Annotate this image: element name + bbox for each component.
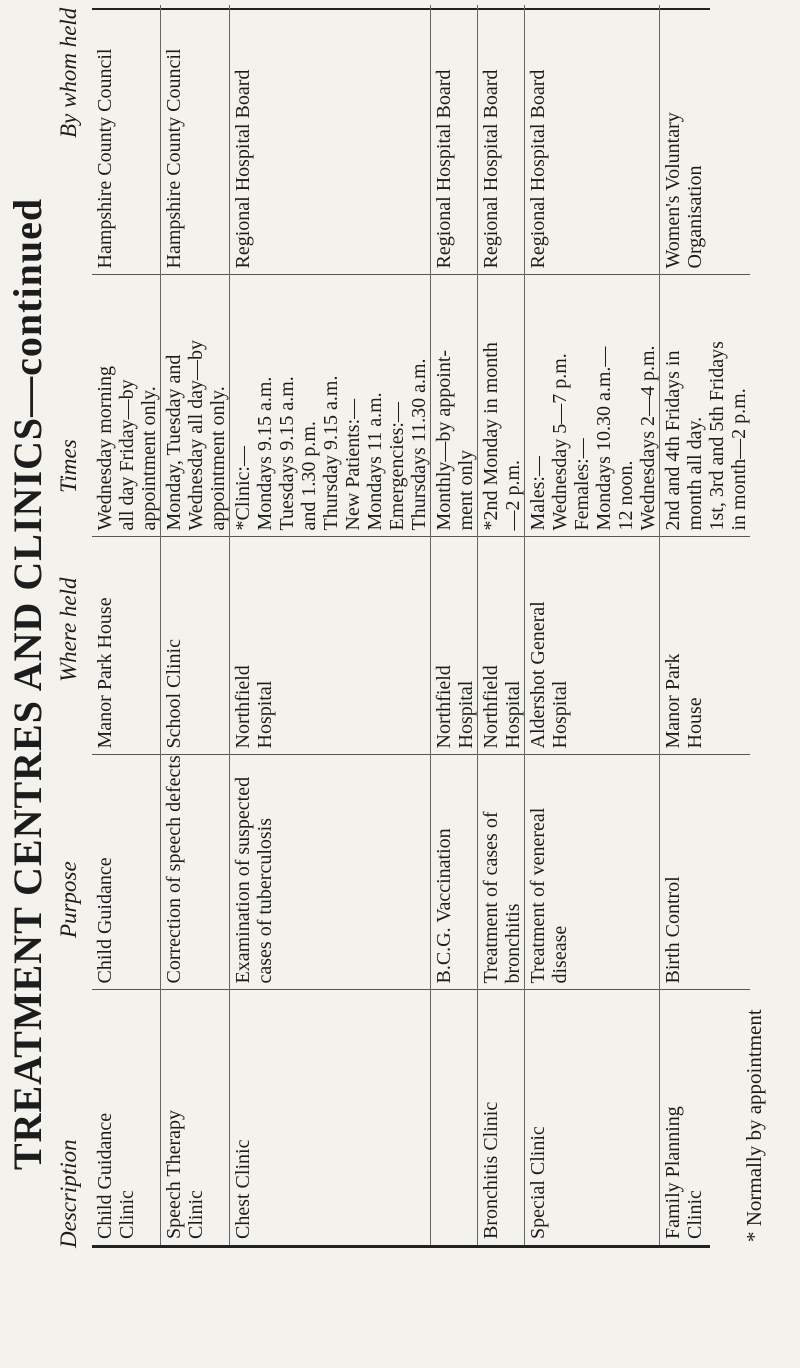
cell-line: Child Guidance bbox=[94, 1112, 116, 1239]
cell-line: Examination of suspected bbox=[232, 776, 254, 984]
cell-line: Child Guidance bbox=[94, 857, 116, 984]
cell-line: Speech Therapy bbox=[163, 1109, 185, 1239]
table-row bbox=[230, 5, 431, 1245]
table-row bbox=[478, 5, 525, 1245]
cell-line: Mondays 10.30 a.m.— bbox=[593, 346, 615, 531]
cell-line: School Clinic bbox=[163, 639, 185, 749]
cell-line: Clinic bbox=[684, 1190, 706, 1239]
cell-line: Hospital bbox=[549, 680, 571, 749]
cell-where bbox=[478, 537, 525, 755]
cell-line: Hospital bbox=[455, 680, 477, 749]
cell-line: Family Planning bbox=[662, 1106, 684, 1239]
table-row bbox=[525, 5, 660, 1245]
page-title: TREATMENT CENTRES AND CLINICS—continued bbox=[5, 197, 50, 1171]
header-times: Times bbox=[56, 439, 81, 493]
cell-line: Males:— bbox=[527, 456, 549, 531]
cell-line: New Patients:— bbox=[342, 398, 364, 531]
cell-line: Northfield bbox=[433, 665, 455, 749]
cell-line: Clinic bbox=[116, 1190, 138, 1239]
cell-where bbox=[431, 537, 478, 755]
cell-line: B.C.G. Vaccination bbox=[433, 828, 455, 984]
cell-line: ment only bbox=[455, 449, 477, 531]
cell-description bbox=[525, 990, 660, 1245]
cell-line: Monday, Tuesday and bbox=[163, 354, 185, 531]
cell-description bbox=[431, 990, 478, 1245]
cell-description bbox=[660, 990, 751, 1245]
cell-times bbox=[230, 275, 431, 537]
cell-line: *2nd Monday in month bbox=[480, 342, 502, 531]
cell-line: Mondays 11 a.m. bbox=[364, 392, 386, 531]
cell-times bbox=[478, 275, 525, 537]
cell-line: Tuesdays 9.15 a.m. bbox=[276, 376, 298, 531]
cell-line: Hospital bbox=[502, 680, 524, 749]
cell-line: 1st, 3rd and 5th Fridays bbox=[706, 341, 728, 531]
cell-times bbox=[525, 275, 660, 537]
cell-by-whom bbox=[660, 5, 751, 275]
cell-line: Regional Hospital Board bbox=[232, 69, 254, 269]
cell-by-whom bbox=[525, 5, 660, 275]
cell-line: Wednesdays 2—4 p.m. bbox=[637, 345, 659, 531]
cell-line: Hampshire County Council bbox=[163, 48, 185, 269]
cell-line: bronchitis bbox=[502, 903, 524, 984]
table-row bbox=[431, 5, 478, 1245]
cell-line: month all day. bbox=[684, 416, 706, 531]
cell-line: appointment only. bbox=[207, 386, 229, 531]
cell-line: Thursday 9.15 a.m. bbox=[320, 375, 342, 531]
cell-line: Correction of speech defects bbox=[163, 755, 185, 984]
header-purpose: Purpose bbox=[56, 861, 81, 938]
cell-line: cases of tuberculosis bbox=[254, 817, 276, 984]
table-row bbox=[660, 5, 751, 1245]
cell-line: Aldershot General bbox=[527, 601, 549, 749]
cell-line: Hampshire County Council bbox=[94, 48, 116, 269]
cell-where bbox=[92, 537, 161, 755]
cell-line: Regional Hospital Board bbox=[480, 69, 502, 269]
cell-line: Thursdays 11.30 a.m. bbox=[408, 358, 430, 531]
cell-line: Manor Park House bbox=[94, 597, 116, 749]
clinics-table bbox=[92, 8, 750, 1248]
cell-line: Northfield bbox=[232, 665, 254, 749]
cell-by-whom bbox=[230, 5, 431, 275]
table-row bbox=[92, 5, 161, 1245]
cell-description bbox=[478, 990, 525, 1245]
cell-line: all day Friday—by bbox=[116, 379, 138, 531]
cell-line: —2 p.m. bbox=[502, 459, 524, 531]
cell-line: *Clinic:— bbox=[232, 446, 254, 531]
cell-by-whom bbox=[161, 5, 230, 275]
cell-line: Wednesday 5—7 p.m. bbox=[549, 353, 571, 531]
table-row bbox=[161, 5, 230, 1245]
cell-by-whom bbox=[431, 5, 478, 275]
cell-times bbox=[660, 275, 751, 537]
cell-line: Birth Control bbox=[662, 876, 684, 984]
cell-where bbox=[161, 537, 230, 755]
cell-line: Females:— bbox=[571, 438, 593, 531]
cell-purpose bbox=[478, 755, 525, 990]
cell-line: Clinic bbox=[185, 1190, 207, 1239]
header-by-whom: By whom held bbox=[56, 7, 81, 138]
cell-line: Organisation bbox=[684, 165, 706, 269]
header-where: Where held bbox=[56, 577, 81, 682]
cell-line: Hospital bbox=[254, 680, 276, 749]
cell-line: in month—2 p.m. bbox=[728, 388, 750, 531]
cell-purpose bbox=[660, 755, 751, 990]
cell-line: appointment only. bbox=[138, 386, 160, 531]
cell-times bbox=[92, 275, 161, 537]
cell-line: Manor Park bbox=[662, 653, 684, 749]
cell-by-whom bbox=[478, 5, 525, 275]
cell-purpose bbox=[230, 755, 431, 990]
cell-line: Bronchitis Clinic bbox=[480, 1101, 502, 1239]
cell-line: Treatment of cases of bbox=[480, 811, 502, 984]
cell-line: Northfield bbox=[480, 665, 502, 749]
cell-line: disease bbox=[549, 925, 571, 984]
cell-line: House bbox=[684, 697, 706, 749]
cell-line: Wednesday all day—by bbox=[185, 339, 207, 531]
cell-times bbox=[431, 275, 478, 537]
cell-where bbox=[525, 537, 660, 755]
cell-purpose bbox=[431, 755, 478, 990]
cell-times bbox=[161, 275, 230, 537]
cell-where bbox=[660, 537, 751, 755]
cell-line: 12 noon. bbox=[615, 460, 637, 531]
cell-line: Mondays 9.15 a.m. bbox=[254, 376, 276, 531]
cell-description bbox=[161, 990, 230, 1245]
cell-by-whom bbox=[92, 5, 161, 275]
cell-line: 2nd and 4th Fridays in bbox=[662, 350, 684, 531]
cell-description bbox=[92, 990, 161, 1245]
cell-line: Chest Clinic bbox=[232, 1139, 254, 1239]
cell-line: Wednesday morning bbox=[94, 366, 116, 531]
header-description: Description bbox=[56, 1139, 81, 1248]
cell-description bbox=[230, 990, 431, 1245]
cell-line: Monthly—by appoint- bbox=[433, 349, 455, 531]
cell-line: Regional Hospital Board bbox=[433, 69, 455, 269]
cell-line: and 1.30 p.m. bbox=[298, 421, 320, 531]
footnote: * Normally by appointment bbox=[742, 1009, 766, 1242]
cell-purpose bbox=[92, 755, 161, 990]
cell-line: Emergencies:— bbox=[386, 402, 408, 531]
cell-where bbox=[230, 537, 431, 755]
cell-line: Regional Hospital Board bbox=[527, 69, 549, 269]
cell-line: Women's Voluntary bbox=[662, 112, 684, 269]
cell-line: Treatment of venereal bbox=[527, 807, 549, 984]
cell-purpose bbox=[525, 755, 660, 990]
cell-line: Special Clinic bbox=[527, 1126, 549, 1239]
cell-purpose bbox=[161, 755, 230, 990]
